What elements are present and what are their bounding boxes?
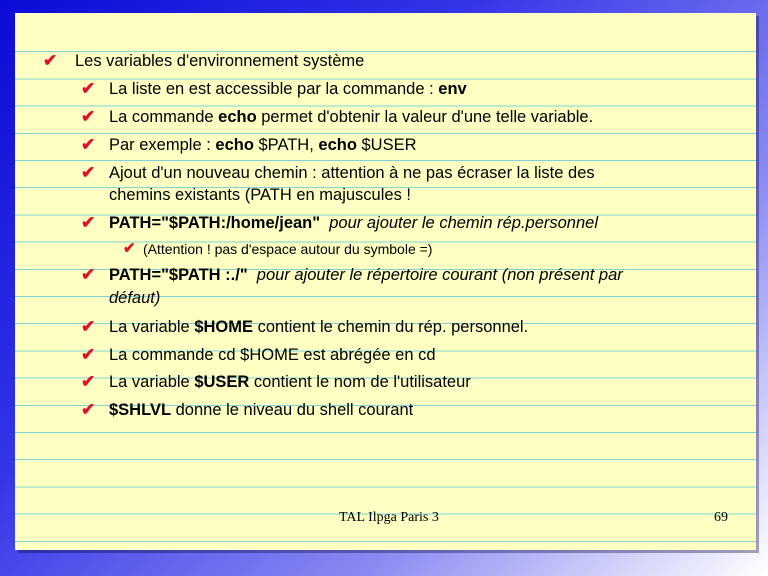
check-icon: ✔	[81, 400, 96, 419]
footer-text: TAL Ilpga Paris 3	[339, 510, 439, 525]
check-icon: ✔	[43, 51, 58, 70]
check-icon: ✔	[81, 345, 96, 364]
check-icon: ✔	[81, 163, 96, 182]
check-icon: ✔	[81, 265, 96, 284]
check-icon: ✔	[81, 372, 96, 391]
page-number: 69	[714, 510, 728, 525]
check-icon: ✔	[81, 135, 96, 154]
check-icon: ✔	[81, 107, 96, 126]
slide-title: Les variables d'environnement système	[75, 52, 365, 70]
check-icon: ✔	[81, 317, 96, 336]
check-icon: ✔	[123, 240, 136, 257]
check-icon: ✔	[81, 213, 96, 232]
slide: ✔ Les variables d'environnement système ✔ La liste en est accessible par la commande : env ✔ La commande echo permet d'obtenir la valeur d'une telle variable. ✔ Par exemple : echo $PATH, echo $USER ✔ Ajout d'un nouveau chemin : attention à ne pas écraser la liste des chemins existants (PATH en majuscules ! ✔ PATH="$PATH:/home/jean" pour ajouter le chemin rép.personnel ✔ (Attention ! pas d'espace autour du symbole =) ✔ PATH="$PATH :./" pour ajouter le répertoire courant (non présent par défaut) ✔ La variable $HOME contient le chemin du rép. personnel. ✔ La commande cd $HOME est abrégée en cd ✔ La variable $USER contient le nom de l'utilisateur ✔ $SHLVL donne le niveau du shell courant TAL Ilpga Paris 3 69	[15, 13, 756, 550]
check-icon: ✔	[81, 79, 96, 98]
